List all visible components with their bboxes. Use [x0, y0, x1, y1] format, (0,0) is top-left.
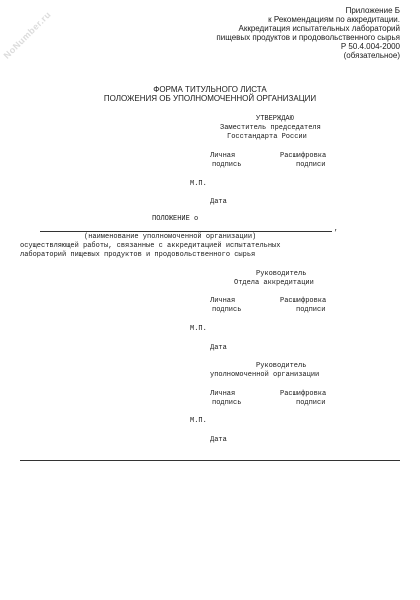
approve-label: УТВЕРЖДАЮ — [256, 115, 294, 123]
signature-label: подпись — [212, 306, 242, 314]
head-department: Отдела аккредитации — [234, 279, 314, 287]
stamp-label: М.П. — [190, 417, 207, 425]
bottom-divider — [20, 460, 400, 461]
signature-label: Личная — [210, 297, 236, 305]
stamp-label: М.П. — [190, 180, 207, 188]
regulation-heading: ПОЛОЖЕНИЕ о — [152, 215, 199, 223]
approver-position: Заместитель председателя — [220, 124, 321, 132]
date-label: Дата — [210, 198, 227, 206]
appendix-label: Приложение Б — [345, 6, 400, 15]
signature-decoding-label: Расшифровка — [280, 297, 327, 305]
signature-decoding-label: подписи — [296, 161, 326, 169]
signature-decoding-label: Расшифровка — [280, 390, 327, 398]
activity-text: осуществляющей работы, связанные с аккредитацией испытательных — [20, 242, 281, 250]
head-title: Руководитель — [256, 362, 307, 370]
signature-label: Личная — [210, 390, 236, 398]
watermark: NoNumber.ru — [1, 9, 53, 61]
appendix-standard: Р 50.4.004-2000 — [340, 42, 400, 51]
signature-decoding-label: подписи — [296, 306, 326, 314]
organization-name-caption: (наименование уполномоченной организации) — [84, 233, 257, 241]
appendix-status: (обязательное) — [343, 51, 400, 60]
organization-name-line — [40, 231, 332, 232]
signature-label: подпись — [212, 399, 242, 407]
signature-label: Личная — [210, 152, 236, 160]
head-title: Руководитель — [256, 270, 307, 278]
approver-organization: Госстандарта России — [227, 133, 307, 141]
appendix-line: пищевых продуктов и продовольственного сырья — [216, 33, 400, 42]
activity-text: лабораторий пищевых продуктов и продовольственного сырья — [20, 251, 256, 259]
appendix-line: Аккредитация испытательных лабораторий — [238, 24, 400, 33]
comma: , — [334, 225, 339, 233]
date-label: Дата — [210, 436, 227, 444]
signature-decoding-label: Расшифровка — [280, 152, 327, 160]
stamp-label: М.П. — [190, 325, 207, 333]
appendix-line: к Рекомендациям по аккредитации. — [268, 15, 400, 24]
signature-label: подпись — [212, 161, 242, 169]
signature-decoding-label: подписи — [296, 399, 326, 407]
form-title: ФОРМА ТИТУЛЬНОГО ЛИСТА — [153, 85, 267, 94]
date-label: Дата — [210, 344, 227, 352]
head-organization: уполномоченной организации — [210, 371, 320, 379]
form-subtitle: ПОЛОЖЕНИЯ ОБ УПОЛНОМОЧЕННОЙ ОРГАНИЗАЦИИ — [103, 94, 317, 103]
